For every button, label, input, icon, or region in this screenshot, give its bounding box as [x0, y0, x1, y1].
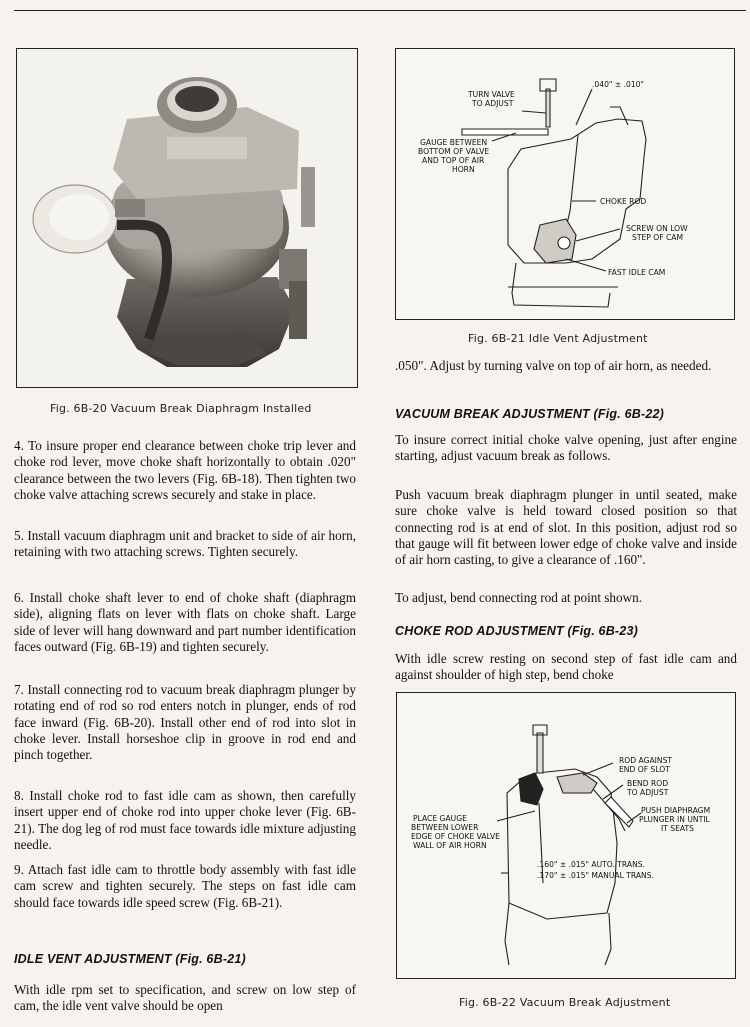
- figure-6b-21-caption: Fig. 6B-21 Idle Vent Adjustment: [468, 332, 648, 345]
- label-gauge-4: HORN: [452, 165, 475, 174]
- label-gauge-3: AND TOP OF AIR: [422, 156, 485, 165]
- label-fast-idle-cam: FAST IDLE CAM: [608, 268, 666, 277]
- paragraph-step-7: 7. Install connecting rod to vacuum break diaphragm plunger by rotating end of rod so rod enters notch in plunger, ends of rod face inward (Fig. 6B-20). Install other end of rod into slot in choke lever. Install horseshoe clip in groove in rod end and pinch together.: [14, 682, 356, 763]
- vacuum-break-paragraph-2: Push vacuum break diaphragm plunger in until seated, make sure choke valve is held toward closed position so that connecting rod is at end of slot. In this position, adjust rod so that gauge will fit between lower edge of choke valve and inside of air horn casting, to give a clearance of .160".: [395, 487, 737, 568]
- paragraph-step-9: 9. Attach fast idle cam to throttle body assembly with fast idle cam screw and tighten securely. The steps on fast idle cam should face towards idle speed screw (Fig. 6B-21).: [14, 862, 356, 910]
- label-rod-against-2: END OF SLOT: [619, 765, 670, 774]
- figure-6b-21: [395, 48, 735, 320]
- paragraph-step-5: 5. Install vacuum diaphragm unit and bracket to side of air horn, retaining with two attaching screws. Tighten securely.: [14, 528, 356, 560]
- label-place-3: EDGE OF CHOKE VALVE: [411, 832, 500, 841]
- label-place-4: WALL OF AIR HORN: [413, 841, 487, 850]
- label-manual-trans: .170" ± .015" MANUAL TRANS.: [537, 871, 654, 880]
- label-place-2: BETWEEN LOWER: [411, 823, 479, 832]
- label-gauge-2: BOTTOM OF VALVE: [418, 147, 490, 156]
- label-bend-rod-2: TO ADJUST: [627, 788, 669, 797]
- label-turn-valve-1: TURN VALVE: [468, 90, 515, 99]
- paragraph-step-4: 4. To insure proper end clearance between choke trip lever and choke rod lever, move choke shaft horizontally to obtain .020" clearance between the two levers (Fig. 6B-18). Then tighten two choke valve attaching screws securely and stake in place.: [14, 438, 356, 502]
- label-turn-valve-2: TO ADJUST: [472, 99, 514, 108]
- figure-6b-22-caption: Fig. 6B-22 Vacuum Break Adjustment: [459, 996, 671, 1009]
- vacuum-break-paragraph-1: To insure correct initial choke valve opening, just after engine starting, adjust vacuum break as follows.: [395, 432, 737, 464]
- vacuum-break-heading: VACUUM BREAK ADJUSTMENT (Fig. 6B-22): [395, 407, 665, 421]
- choke-rod-heading: CHOKE ROD ADJUSTMENT (Fig. 6B-23): [395, 624, 638, 638]
- label-gauge-1: GAUGE BETWEEN: [420, 138, 488, 147]
- paragraph-step-8: 8. Install choke rod to fast idle cam as shown, then carefully insert upper end of choke rod into upper choke lever (Fig. 6B-21). The dog leg of rod must face towards idle mixture adjusting needle.: [14, 788, 356, 852]
- label-push-1: PUSH DIAPHRAGM: [641, 806, 711, 815]
- label-push-2: PLUNGER IN UNTIL: [639, 815, 710, 824]
- idle-vent-paragraph: With idle rpm set to specification, and screw on low step of cam, the idle vent valve should be open: [14, 982, 356, 1014]
- label-place-1: PLACE GAUGE: [413, 814, 467, 823]
- idle-vent-heading: IDLE VENT ADJUSTMENT (Fig. 6B-21): [14, 952, 246, 966]
- label-rod-against-1: ROD AGAINST: [619, 756, 673, 765]
- label-choke-rod: CHOKE ROD: [600, 197, 647, 206]
- choke-rod-paragraph: With idle screw resting on second step of fast idle cam and against shoulder of high step, bend choke: [395, 651, 737, 683]
- figure-6b-20: [16, 48, 358, 388]
- label-screw-1: SCREW ON LOW: [626, 224, 688, 233]
- carburetor-photo: [17, 49, 357, 387]
- label-bend-rod-1: BEND ROD: [627, 779, 669, 788]
- paragraph-step-6: 6. Install choke shaft lever to end of choke shaft (diaphragm side), aligning flats on lever with flats on choke shaft. Large side of lever will hang downward and part number identification faces outward (Fig. 6B-19) and tighten securely.: [14, 590, 356, 654]
- figure-6b-20-caption: Fig. 6B-20 Vacuum Break Diaphragm Installed: [50, 402, 312, 415]
- label-auto-trans: .160" ± .015" AUTO. TRANS.: [537, 860, 646, 869]
- label-screw-2: STEP OF CAM: [632, 233, 684, 242]
- top-rule: [14, 10, 746, 11]
- vacuum-break-diagram: [397, 693, 735, 978]
- vacuum-break-paragraph-3: To adjust, bend connecting rod at point shown.: [395, 590, 643, 605]
- continuation-paragraph: .050". Adjust by turning valve on top of air horn, as needed.: [395, 358, 712, 373]
- label-push-3: IT SEATS: [661, 824, 694, 833]
- label-clearance: .040" ± .010": [592, 80, 644, 89]
- idle-vent-diagram: [396, 49, 734, 319]
- figure-6b-22: [396, 692, 736, 979]
